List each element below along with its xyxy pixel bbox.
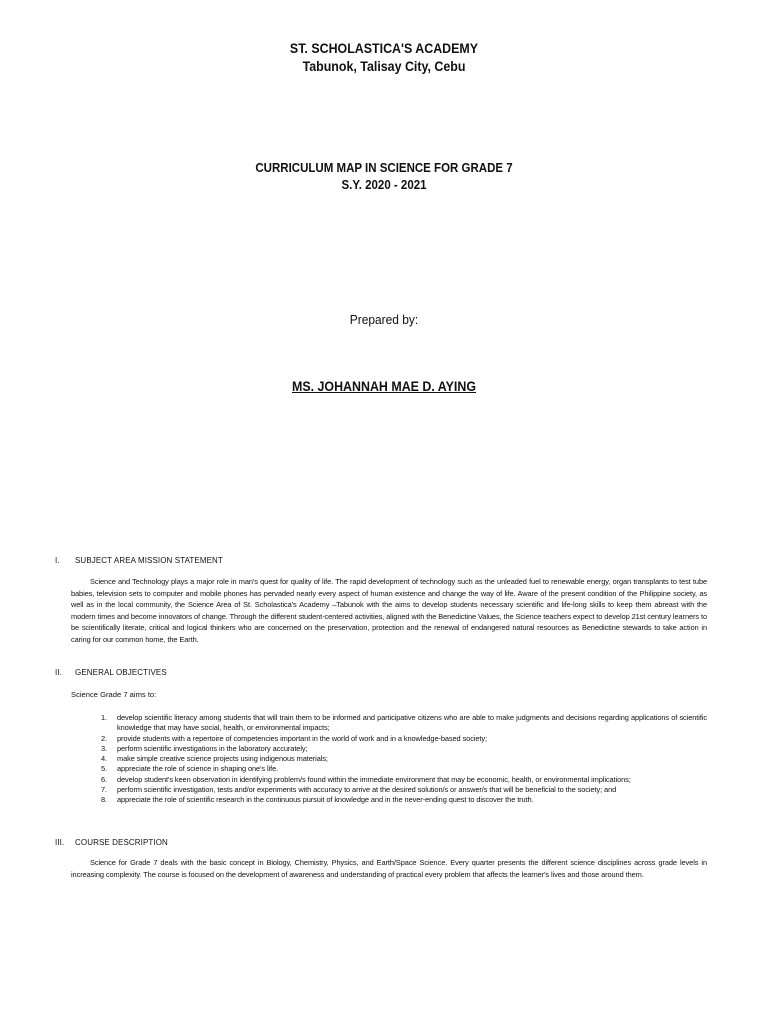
list-item: 1. develop scientific literacy among students that will train them to be informed and participative citizens who are able to make judgments and decisions regarding applications of scientific knowledge that may have social, health, or environmental impacts; [101, 713, 707, 733]
objectives-lead: Science Grade 7 aims to: [71, 690, 157, 699]
section-title: COURSE DESCRIPTION [75, 838, 168, 847]
section-course-heading [55, 837, 168, 848]
section-number: III. [55, 838, 65, 847]
list-item: 5. appreciate the role of science in shaping one's life. [101, 764, 279, 774]
course-description-paragraph: Science for Grade 7 deals with the basic concept in Biology, Chemistry, Physics, and Earth/Space Science. Every quarter presents the different science disciplines across grade levels in increasing complexity. The course is focused on the development of awareness and understanding of practical every problem that affects the learner's lives and those around them. [71, 858, 707, 879]
section-title: SUBJECT AREA MISSION STATEMENT [75, 556, 223, 565]
section-title: GENERAL OBJECTIVES [75, 668, 167, 677]
prepared-by-label: Prepared by: [349, 312, 419, 327]
school-name: ST. SCHOLASTICA'S ACADEMY [289, 41, 479, 56]
school-year: S.Y. 2020 - 2021 [341, 178, 427, 192]
mission-paragraph: Science and Technology plays a major role in man's quest for quality of life. The rapid development of technology such as the unleaded fuel to renewable energy, organ transplants to test tube babies, television sets to computer and mobile phones has pervaded nearly every aspect of human existence and change the way of life. Aware of the present condition of the Philippine society, as well as in the local community, the Science Area of St. Scholastica's Academy –Tabunok with the aims to develop students necessary scientific and life-long skills to keep them abreast with the modern times and become innovators of change. Through the different student-centered activities, aligned with the Benedictine Values, the Science teachers expect to develop 21st century learners to be scientifically literate, critical and logical thinkers who are concerned on the preservation, protection and the renewal of endangered natural resources as Benedictine stewards to take action in caring for our common home, the Earth. [71, 577, 707, 644]
list-item: 6. develop student's keen observation in identifying problem/s found within the immediate environment that may be economic, health, or environmental implications; [101, 774, 631, 784]
document-title [31, 160, 738, 194]
section-number: I. [55, 556, 60, 565]
list-item: 7. perform scientific investigation, tests and/or experiments with accuracy to arrive at the desired solution/s or answer/s that will be beneficial to the society; and [101, 785, 617, 795]
section-objectives-heading [55, 667, 167, 678]
list-item: 4. make simple creative science projects using indigenous materials; [101, 754, 328, 764]
school-location: Tabunok, Talisay City, Cebu [302, 59, 466, 74]
section-number: II. [55, 668, 62, 677]
teacher-name: MS. JOHANNAH MAE D. AYING [291, 379, 477, 394]
objectives-list [101, 713, 707, 806]
school-header [31, 40, 738, 76]
section-mission-heading [55, 555, 223, 566]
title-line-1: CURRICULUM MAP IN SCIENCE FOR GRADE 7 [255, 161, 513, 175]
list-item: 2. provide students with a repertoire of competencies important in the world of work and in a knowledge-based society; [101, 733, 487, 743]
list-item: 8. appreciate the role of scientific research in the continuous pursuit of knowledge and in the never-ending quest to discover the truth. [101, 795, 534, 805]
list-item: 3. perform scientific investigations in the laboratory accurately; [101, 743, 308, 753]
